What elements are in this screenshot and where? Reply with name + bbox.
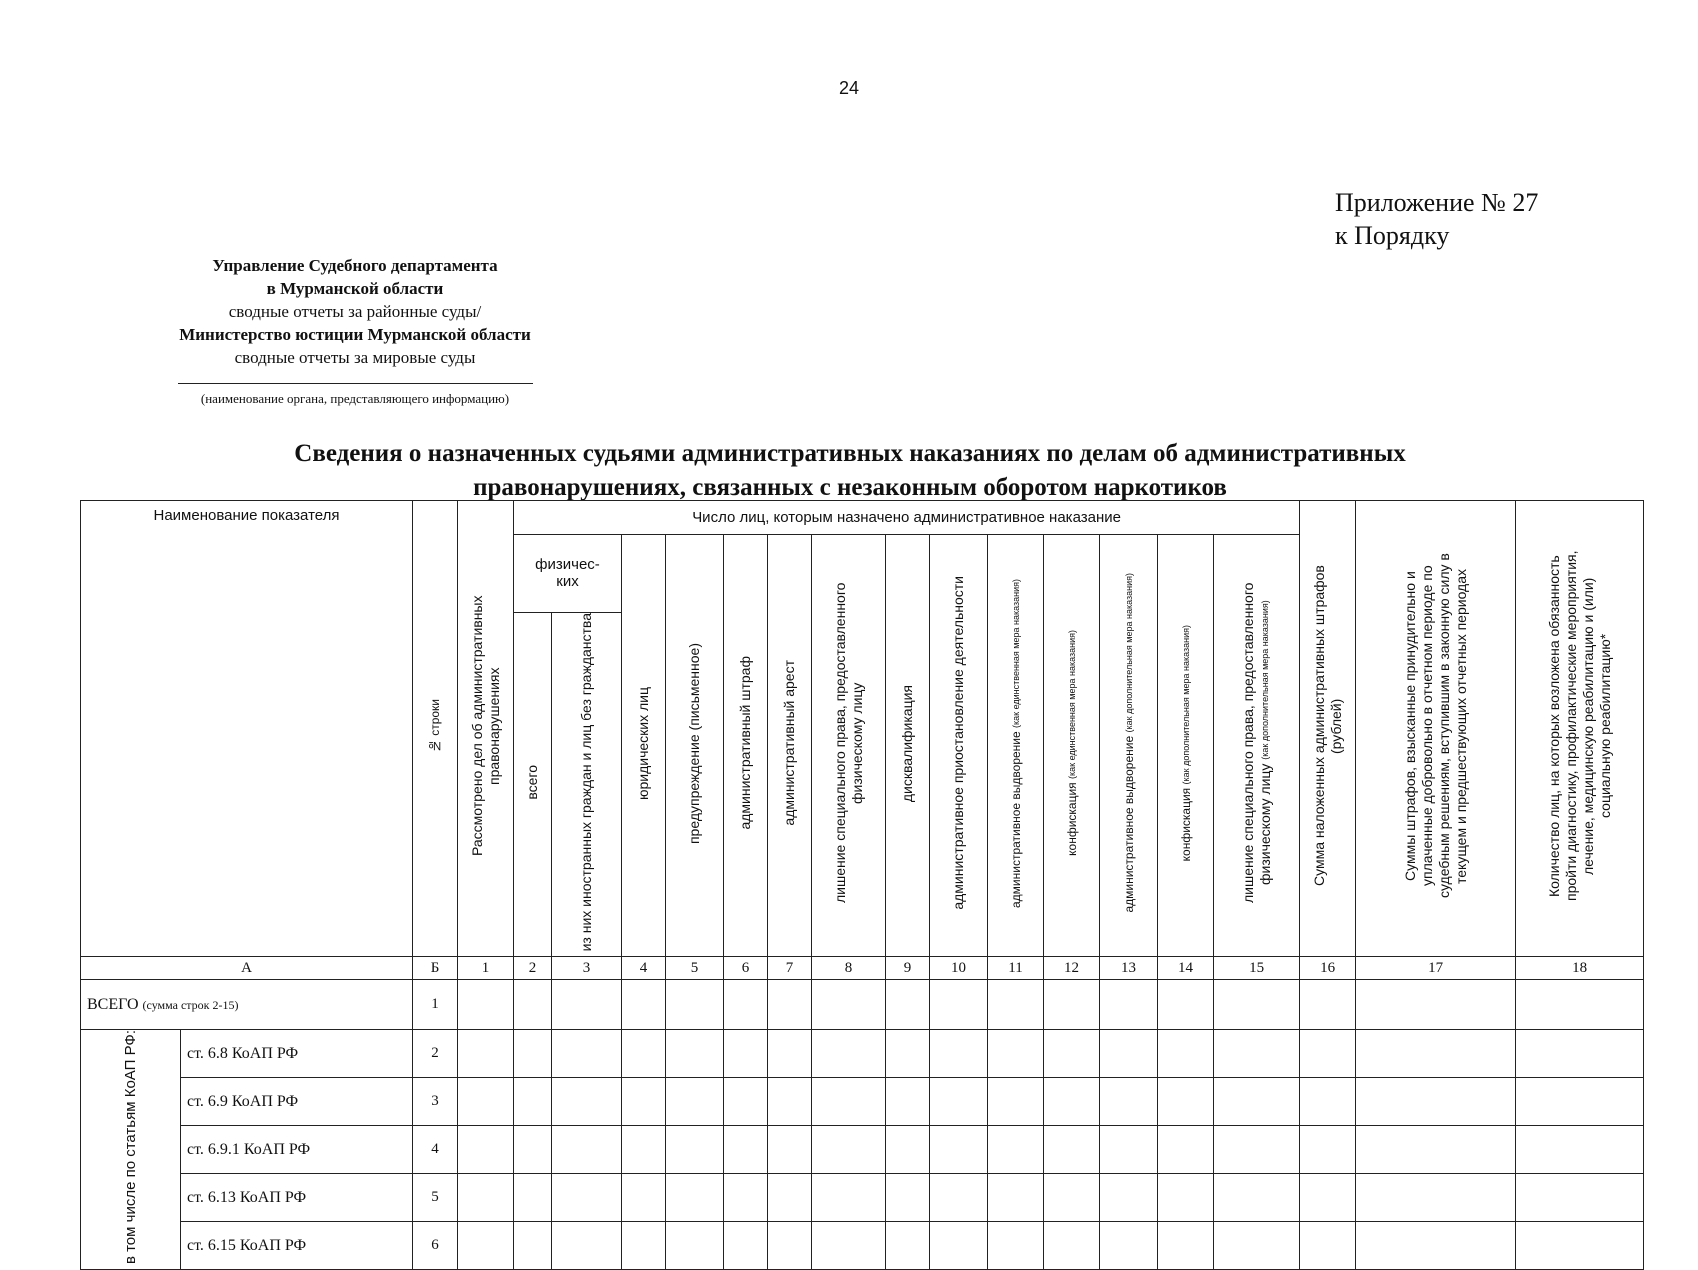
total-label: ВСЕГО (сумма строк 2-15) (81, 980, 413, 1030)
col14-header: конфискация (как дополнительная мера наказания) (1158, 535, 1214, 957)
data-cell[interactable] (768, 1126, 812, 1174)
index-cell: 2 (514, 957, 552, 980)
data-cell[interactable] (1158, 1030, 1214, 1078)
data-cell[interactable] (812, 1126, 886, 1174)
org-line-1: Управление Судебного департамента (212, 256, 498, 275)
data-cell[interactable] (1158, 1222, 1214, 1270)
data-cell[interactable] (458, 980, 514, 1030)
data-cell[interactable] (1214, 1222, 1300, 1270)
data-cell[interactable] (622, 1126, 666, 1174)
row-number: 6 (413, 1222, 458, 1270)
data-cell[interactable] (724, 1030, 768, 1078)
row-number: 5 (413, 1174, 458, 1222)
data-cell[interactable] (1300, 1174, 1356, 1222)
document-title (130, 437, 1570, 505)
indicator-header: Наименование показателя (81, 501, 413, 957)
data-cell[interactable] (458, 1030, 514, 1078)
org-line-2: в Мурманской области (266, 279, 444, 298)
table-row (81, 1222, 1644, 1270)
col9-header: дисквалификация (886, 535, 930, 957)
col16-header: Сумма наложенных административных штрафов (рублей) (1300, 501, 1356, 957)
data-cell[interactable] (1516, 1030, 1644, 1078)
data-cell[interactable] (930, 1222, 988, 1270)
data-cell[interactable] (1214, 1126, 1300, 1174)
row-number: 2 (413, 1030, 458, 1078)
data-cell[interactable] (458, 1222, 514, 1270)
data-cell[interactable] (886, 1222, 930, 1270)
col8-header: лишение специального права, предоставленного физическому лицу (812, 535, 886, 957)
data-cell[interactable] (622, 980, 666, 1030)
articles-group-label: в том числе по статьям КоАП РФ: (81, 1030, 181, 1270)
col6-header: административный штраф (724, 535, 768, 957)
index-cell: Б (413, 957, 458, 980)
col1-header: Рассмотрено дел об административных правонарушениях (458, 501, 514, 957)
physical-persons-header: физичес-ких (514, 535, 622, 613)
index-cell: 7 (768, 957, 812, 980)
data-cell[interactable] (552, 1126, 622, 1174)
col10-header: административное приостановление деятельности (930, 535, 988, 957)
col12-header: конфискация (как единственная мера наказания) (1044, 535, 1100, 957)
data-cell[interactable] (1516, 1078, 1644, 1126)
data-cell[interactable] (514, 1222, 552, 1270)
col5-header: предупреждение (письменное) (666, 535, 724, 957)
data-cell[interactable] (1100, 1030, 1158, 1078)
data-cell[interactable] (1356, 980, 1516, 1030)
index-cell: 16 (1300, 957, 1356, 980)
data-cell[interactable] (768, 980, 812, 1030)
organization-header (120, 254, 590, 410)
data-cell[interactable] (768, 1078, 812, 1126)
row-label: ст. 6.15 КоАП РФ (181, 1222, 413, 1270)
data-cell[interactable] (1356, 1078, 1516, 1126)
document-title-line-1: Сведения о назначенных судьями административных наказаниях по делам об административных (294, 440, 1406, 467)
index-cell: 18 (1516, 957, 1644, 980)
data-cell[interactable] (666, 1174, 724, 1222)
data-cell[interactable] (1158, 1078, 1214, 1126)
data-cell[interactable] (1044, 1030, 1100, 1078)
index-cell: 1 (458, 957, 514, 980)
data-cell[interactable] (1100, 1174, 1158, 1222)
index-cell-a: А (81, 957, 413, 980)
appendix-line-1: Приложение № 27 (1335, 188, 1539, 217)
data-cell[interactable] (552, 980, 622, 1030)
page-number: 24 (838, 78, 860, 98)
org-line-5: сводные отчеты за мировые суды (234, 348, 476, 367)
data-cell[interactable] (1214, 1174, 1300, 1222)
row-number: 4 (413, 1126, 458, 1174)
data-cell[interactable] (1516, 1222, 1644, 1270)
data-cell[interactable] (1100, 980, 1158, 1030)
data-cell[interactable] (1356, 1222, 1516, 1270)
data-cell[interactable] (1516, 1126, 1644, 1174)
table-row (81, 1078, 1644, 1126)
data-cell[interactable] (930, 1174, 988, 1222)
col3-header: из них иностранных граждан и лиц без гражданства (552, 613, 622, 957)
data-cell[interactable] (514, 1030, 552, 1078)
table-row-total (81, 980, 1644, 1030)
column-index-row (81, 957, 1644, 980)
col17-header: Суммы штрафов, взысканные принудительно и уплаченные добровольно в отчетном периоде по судебным решениям, вступившим в законную силу в текущем и предшествующих отчетных периодах (1356, 501, 1516, 957)
data-cell[interactable] (622, 1222, 666, 1270)
data-cell[interactable] (622, 1174, 666, 1222)
data-cell[interactable] (458, 1078, 514, 1126)
col13-header: административное выдворение (как дополнительная мера наказания) (1100, 535, 1158, 957)
data-cell[interactable] (1356, 1030, 1516, 1078)
data-cell[interactable] (1158, 1126, 1214, 1174)
data-cell[interactable] (930, 980, 988, 1030)
data-cell[interactable] (1300, 1030, 1356, 1078)
data-cell[interactable] (1044, 980, 1100, 1030)
index-cell: 14 (1158, 957, 1214, 980)
index-cell: 9 (886, 957, 930, 980)
row-label: ст. 6.9 КоАП РФ (181, 1078, 413, 1126)
data-cell[interactable] (552, 1078, 622, 1126)
table-row (81, 1126, 1644, 1174)
data-cell[interactable] (1516, 1174, 1644, 1222)
row-label: ст. 6.9.1 КоАП РФ (181, 1126, 413, 1174)
data-cell[interactable] (622, 1030, 666, 1078)
row-number: 3 (413, 1078, 458, 1126)
data-cell[interactable] (622, 1078, 666, 1126)
data-cell[interactable] (666, 1126, 724, 1174)
report-table-container (80, 500, 1644, 1270)
data-cell[interactable] (1158, 1174, 1214, 1222)
col18-header: Количество лиц, на которых возложена обязанность пройти диагностику, профилактические мероприятия, лечение, медицинскую реабилитацию и (или) социальную реабилитацию* (1516, 501, 1644, 957)
data-cell[interactable] (988, 980, 1044, 1030)
col4-header: юридических лиц (622, 535, 666, 957)
row-label: ст. 6.13 КоАП РФ (181, 1174, 413, 1222)
org-line-4: Министерство юстиции Мурманской области (179, 325, 531, 344)
data-cell[interactable] (1300, 1126, 1356, 1174)
data-cell[interactable] (666, 1222, 724, 1270)
data-cell[interactable] (724, 1078, 768, 1126)
data-cell[interactable] (1044, 1222, 1100, 1270)
col2-header: всего (514, 613, 552, 957)
data-cell[interactable] (1300, 980, 1356, 1030)
data-cell[interactable] (552, 1222, 622, 1270)
data-cell[interactable] (886, 1174, 930, 1222)
signature-line (178, 383, 533, 384)
col11-header: административное выдворение (как единственная мера наказания) (988, 535, 1044, 957)
data-cell[interactable] (1300, 1222, 1356, 1270)
data-cell[interactable] (1356, 1174, 1516, 1222)
data-cell[interactable] (724, 1126, 768, 1174)
data-cell[interactable] (988, 1078, 1044, 1126)
data-cell[interactable] (1516, 980, 1644, 1030)
data-cell[interactable] (552, 1030, 622, 1078)
data-cell[interactable] (1300, 1078, 1356, 1126)
index-cell: 4 (622, 957, 666, 980)
data-cell[interactable] (1158, 980, 1214, 1030)
data-cell[interactable] (1356, 1126, 1516, 1174)
org-line-3: сводные отчеты за районные суды/ (228, 302, 482, 321)
data-cell[interactable] (1044, 1078, 1100, 1126)
row-no-header: № строки (413, 501, 458, 957)
data-cell[interactable] (1100, 1078, 1158, 1126)
data-cell[interactable] (552, 1174, 622, 1222)
index-cell: 3 (552, 957, 622, 980)
data-cell[interactable] (1100, 1222, 1158, 1270)
header-row-1 (81, 501, 1644, 535)
index-cell: 15 (1214, 957, 1300, 980)
data-cell[interactable] (458, 1174, 514, 1222)
data-cell[interactable] (458, 1126, 514, 1174)
data-cell[interactable] (988, 1030, 1044, 1078)
index-cell: 17 (1356, 957, 1516, 980)
report-table (80, 500, 1644, 1270)
data-cell[interactable] (768, 1174, 812, 1222)
data-cell[interactable] (812, 1078, 886, 1126)
data-cell[interactable] (666, 980, 724, 1030)
row-number: 1 (413, 980, 458, 1030)
data-cell[interactable] (1214, 1078, 1300, 1126)
index-cell: 11 (988, 957, 1044, 980)
data-cell[interactable] (666, 1030, 724, 1078)
data-cell[interactable] (812, 980, 886, 1030)
index-cell: 10 (930, 957, 988, 980)
index-cell: 6 (724, 957, 768, 980)
data-cell[interactable] (724, 980, 768, 1030)
data-cell[interactable] (988, 1174, 1044, 1222)
appendix-label (1335, 186, 1538, 252)
data-cell[interactable] (1100, 1126, 1158, 1174)
data-cell[interactable] (514, 980, 552, 1030)
data-cell[interactable] (930, 1126, 988, 1174)
data-cell[interactable] (812, 1222, 886, 1270)
index-cell: 12 (1044, 957, 1100, 980)
data-cell[interactable] (1044, 1126, 1100, 1174)
table-row (81, 1030, 1644, 1078)
data-cell[interactable] (1214, 1030, 1300, 1078)
table-row (81, 1174, 1644, 1222)
data-cell[interactable] (812, 1174, 886, 1222)
data-cell[interactable] (724, 1222, 768, 1270)
data-cell[interactable] (930, 1030, 988, 1078)
index-cell: 13 (1100, 957, 1158, 980)
data-cell[interactable] (988, 1222, 1044, 1270)
punishment-group-header: Число лиц, которым назначено административное наказание (514, 501, 1300, 535)
col7-header: административный арест (768, 535, 812, 957)
data-cell[interactable] (886, 1126, 930, 1174)
data-cell[interactable] (886, 1030, 930, 1078)
data-cell[interactable] (988, 1126, 1044, 1174)
org-caption: (наименование органа, представляющего информацию) (200, 391, 510, 406)
data-cell[interactable] (724, 1174, 768, 1222)
row-label: ст. 6.8 КоАП РФ (181, 1030, 413, 1078)
appendix-line-2: к Порядку (1335, 221, 1450, 250)
data-cell[interactable] (886, 1078, 930, 1126)
data-cell[interactable] (930, 1078, 988, 1126)
data-cell[interactable] (812, 1030, 886, 1078)
data-cell[interactable] (514, 1126, 552, 1174)
col15-header: лишение специального права, предоставленного физическому лицу (как дополнительная мера наказания) (1214, 535, 1300, 957)
data-cell[interactable] (768, 1222, 812, 1270)
index-cell: 5 (666, 957, 724, 980)
document-title-line-2: правонарушениях, связанных с незаконным оборотом наркотиков (473, 474, 1227, 501)
data-cell[interactable] (514, 1078, 552, 1126)
index-cell: 8 (812, 957, 886, 980)
data-cell[interactable] (514, 1174, 552, 1222)
data-cell[interactable] (768, 1030, 812, 1078)
data-cell[interactable] (1214, 980, 1300, 1030)
data-cell[interactable] (1044, 1174, 1100, 1222)
data-cell[interactable] (666, 1078, 724, 1126)
data-cell[interactable] (886, 980, 930, 1030)
